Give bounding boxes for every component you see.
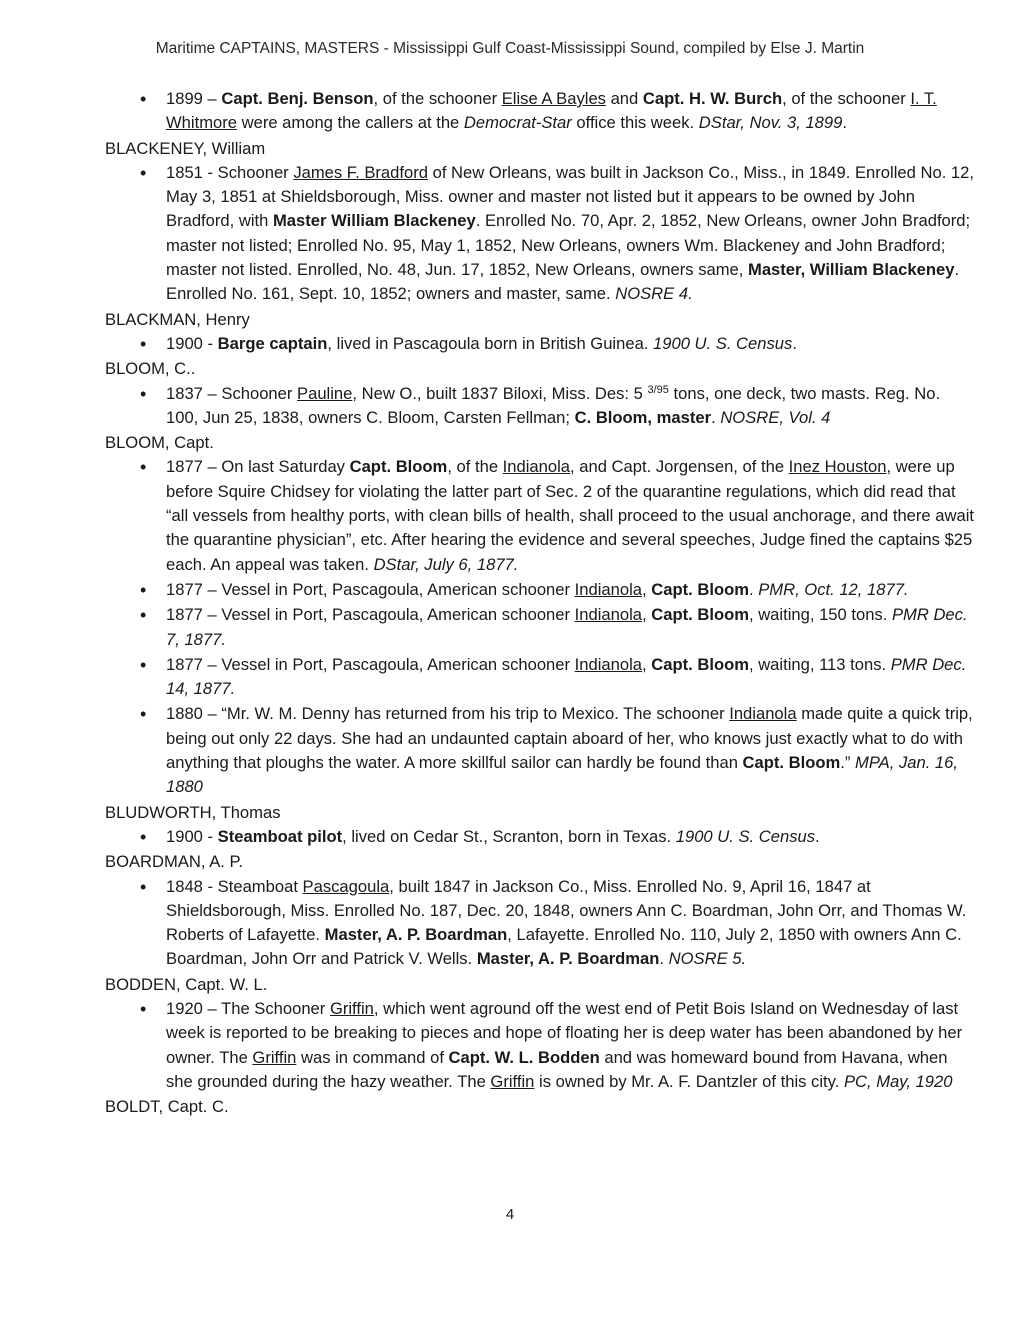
text-run: . [711, 407, 721, 427]
entry-year: 1848 [166, 876, 203, 896]
bold-text: Capt. Bloom [742, 753, 841, 773]
entry-year: 1877 [166, 457, 203, 477]
entry-year: 1900 [166, 333, 203, 353]
text-run: office this week. [571, 113, 699, 133]
text-run: . [748, 579, 759, 599]
year-separator: - [202, 876, 218, 896]
year-separator: – [202, 579, 222, 599]
entry-name: BLOOM, Capt. [105, 433, 214, 453]
entry-list [105, 455, 975, 799]
text-run: Vessel in Port, Pascagoula, American schooner [221, 579, 575, 599]
entry-name: BLACKMAN, Henry [105, 309, 250, 329]
text-run: Steamboat [217, 876, 303, 896]
source-citation: NOSRE 5. [668, 949, 747, 969]
text-run: , of the schooner [373, 89, 502, 108]
vessel-name: Inez Houston [788, 457, 887, 477]
list-item [105, 875, 975, 972]
year-separator: – [202, 704, 222, 724]
list-item [105, 87, 975, 136]
text-run: , New O., built 1837 Biloxi, Miss. Des: 5 [352, 383, 648, 403]
list-item [105, 578, 975, 602]
text-run: . Enrolled No. 161, Sept. 10, 1852; owners and master, same. [166, 260, 960, 304]
text-run: The Schooner [221, 998, 330, 1018]
text-run: , waiting, 150 tons. [748, 605, 892, 625]
text-run: , [642, 654, 652, 674]
document-body [105, 87, 975, 1119]
entry-year: 1837 [166, 383, 203, 403]
bold-text: Capt. Bloom [349, 457, 448, 477]
source-citation: DStar, July 6, 1877. [373, 554, 519, 574]
source-citation: PMR, Oct. 12, 1877. [758, 579, 909, 599]
text-run: of New Orleans, was built in Jackson Co., Miss., in 1849. Enrolled No. 12, May 3, 1851 at Shieldsborough, Miss. owner and master not listed but it appears to be owned by John Bradford, with [166, 162, 974, 231]
text-run: , [642, 579, 652, 599]
entry-year: 1900 [166, 826, 203, 846]
source-citation: DStar, Nov. 3, 1899 [698, 113, 843, 133]
text-run: . [659, 949, 669, 969]
list-item [105, 603, 975, 652]
year-separator: – [202, 383, 222, 403]
source-citation: PMR Dec. 7, 1877. [166, 605, 968, 649]
source-citation: 1900 U. S. Census [675, 826, 816, 846]
entry-year: 1920 [166, 998, 203, 1018]
entry-year: 1877 [166, 579, 203, 599]
list-item [105, 702, 975, 799]
text-run: tons, one deck, two masts. Reg. No. 100, Jun 25, 1838, owners C. Bloom, Carsten Fellman; [166, 383, 941, 427]
text-run: , of the [447, 457, 503, 477]
text-run: , and Capt. Jorgensen, of the [570, 457, 789, 477]
entry-name: BLOOM, C.. [105, 359, 196, 379]
entry-list [105, 87, 975, 136]
text-run: , were up before Squire Chidsey for violating the latter part of Sec. 2 of the quarantine regulations, which did read that “all vessels from healthy ports, with clean bills of health, shall proceed to the usual anchorage, and there await the quarantine physician”, etc. After hearing the evidence and several speeches, Judge fined the captains $25 each. An appeal was taken. [166, 457, 975, 574]
entry-year: 1880 [166, 704, 203, 724]
source-citation: NOSRE 4. [615, 284, 693, 304]
text-run: “Mr. W. M. Denny has returned from his trip to Mexico. The schooner [221, 704, 730, 724]
source-citation: PC, May, 1920 [843, 1071, 953, 1091]
text-run: Schooner [217, 162, 294, 182]
year-separator: – [202, 89, 222, 108]
vessel-name: Griffin [490, 1071, 535, 1091]
year-separator: – [202, 457, 222, 477]
source-citation: NOSRE, Vol. 4 [720, 407, 831, 427]
text-run: .” [840, 753, 855, 773]
list-item [105, 382, 975, 431]
page-number: 4 [505, 1206, 515, 1223]
entry-year: 1851 [166, 162, 203, 182]
text-run: made quite a quick trip, being out only 22 days. She had an undaunted captain aboard of her, who knows just exactly what to do with anything that ploughs the water. A more skillful sailor can hardly be found than [166, 704, 973, 773]
bold-text: Capt. W. L. Bodden [448, 1047, 600, 1067]
text-run: was in command of [296, 1047, 449, 1067]
text-run: , waiting, 113 tons. [748, 654, 891, 674]
text-run: Vessel in Port, Pascagoula, American schooner [221, 654, 575, 674]
source-citation: PMR Dec. 14, 1877. [166, 654, 967, 699]
bold-text: Master, A. P. Boardman [476, 949, 660, 969]
vessel-name: James F. Bradford [293, 162, 428, 182]
list-item [105, 332, 975, 356]
vessel-name: Pascagoula [302, 876, 390, 896]
vessel-name: Indianola [729, 704, 797, 724]
bold-text: Capt. H. W. Burch [642, 89, 783, 108]
page-header: Maritime CAPTAINS, MASTERS - Mississippi Gulf Coast-Mississippi Sound, compiled by Else J. Martin [155, 40, 865, 57]
text-run: , lived on Cedar St., Scranton, born in Texas. [342, 826, 676, 846]
vessel-name: Griffin [252, 1047, 297, 1067]
text-run: , of the schooner [782, 89, 911, 108]
entry-name: BOLDT, Capt. C. [105, 1097, 229, 1117]
text-run: , lived in Pascagoula born in British Guinea. [327, 333, 654, 353]
entry-year: 1877 [166, 654, 203, 674]
entry-list [105, 825, 975, 849]
text-run: , [642, 605, 652, 625]
vessel-name: Indianola [574, 579, 643, 599]
vessel-name: Griffin [329, 998, 374, 1018]
entry-year: 1899 [166, 89, 203, 108]
bold-text: C. Bloom, master [574, 407, 712, 427]
list-item [105, 825, 975, 849]
vessel-name: Indianola [574, 605, 643, 625]
text-run: . [815, 826, 820, 846]
year-separator: - [202, 333, 218, 353]
text-run: is owned by Mr. A. F. Dantzler of this city. [534, 1071, 844, 1091]
entry-list [105, 997, 975, 1094]
bold-text: Capt. Bloom [651, 654, 749, 674]
bold-text: Barge captain [217, 333, 328, 353]
superscript: 3/95 [647, 383, 669, 396]
list-item [105, 997, 975, 1094]
vessel-name: Indianola [502, 457, 571, 477]
source-citation: 1900 U. S. Census [653, 333, 793, 353]
text-run: . [842, 113, 847, 133]
year-separator: – [202, 654, 222, 674]
vessel-name: Pauline [297, 383, 353, 403]
year-separator: – [202, 605, 222, 625]
bold-text: Master, A. P. Boardman [324, 925, 508, 945]
text-run: and was homeward bound from Havana, when she grounded during the hazy weather. The [166, 1047, 948, 1091]
text-run: Vessel in Port, Pascagoula, American schooner [221, 605, 575, 625]
year-separator: - [202, 162, 218, 182]
text-run: were among the callers at the [237, 113, 464, 133]
year-separator: - [202, 826, 218, 846]
vessel-name: Indianola [574, 654, 643, 674]
text-run: . Enrolled No. 70, Apr. 2, 1852, New Orleans, owner John Bradford; master not listed; Enrolled No. 95, May 1, 1852, New Orleans, owners Wm. Blackeney and John Bradford; master not listed. Enrolled, No. 48, Jun. 17, 1852, New Orleans, owners same, [166, 211, 971, 280]
entry-list [105, 332, 975, 356]
text-run: . [792, 333, 797, 353]
list-item [105, 161, 975, 307]
text-run: , which went aground off the west end of Petit Bois Island on Wednesday of last week is reported to be breaking to pieces and hope of floating her is deep water has been abandoned by her owner. The [166, 998, 963, 1067]
entry-list [105, 161, 975, 307]
text-run: , built 1847 in Jackson Co., Miss. Enrolled No. 9, April 16, 1847 at Shieldsborough, Miss. Enrolled No. 187, Dec. 20, 1848, owners Ann C. Boardman, John Orr, and Thomas W. Roberts of Lafayette. [166, 876, 967, 945]
text-run: On last Saturday [221, 457, 350, 477]
vessel-name: I. T. Whitmore [166, 89, 937, 133]
bold-text: Master William Blackeney [272, 211, 476, 231]
text-run: Schooner [221, 383, 298, 403]
bold-text: Capt. Bloom [651, 579, 749, 599]
vessel-name: Elise A Bayles [501, 89, 606, 108]
entry-year: 1877 [166, 605, 203, 625]
bold-text: Capt. Benj. Benson [221, 89, 374, 108]
entry-list [105, 382, 975, 431]
bold-text: Master, William Blackeney [748, 260, 955, 280]
bold-text: Capt. Bloom [651, 605, 749, 625]
year-separator: – [202, 998, 222, 1018]
entry-name: BOARDMAN, A. P. [105, 852, 244, 872]
source-citation: Democrat-Star [463, 113, 572, 133]
list-item [105, 455, 975, 576]
entry-name: BODDEN, Capt. W. L. [105, 974, 268, 994]
entry-list [105, 875, 975, 972]
text-run: , Lafayette. Enrolled No. 110, July 2, 1850 with owners Ann C. Boardman, John Orr and Patrick V. Wells. [166, 925, 962, 969]
text-run: and [605, 89, 643, 108]
list-item [105, 653, 975, 702]
source-citation: MPA, Jan. 16, 1880 [166, 753, 958, 797]
entry-name: BLACKENEY, William [105, 138, 266, 158]
bold-text: Steamboat pilot [217, 826, 343, 846]
entry-name: BLUDWORTH, Thomas [105, 802, 281, 822]
